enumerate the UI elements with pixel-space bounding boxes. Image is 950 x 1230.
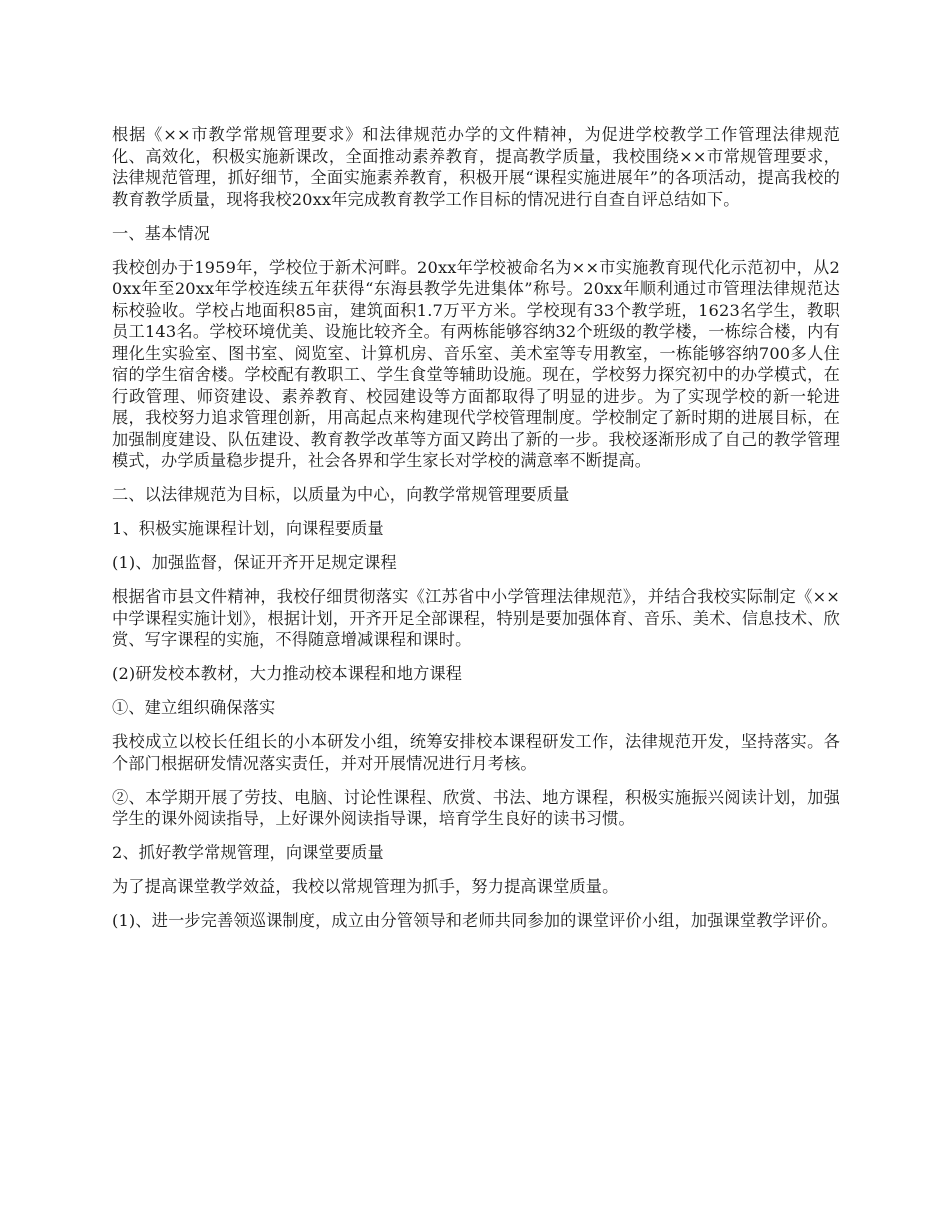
- intro-paragraph: 根据《××市教学常规管理要求》和法律规范办学的文件精神，为促进学校教学工作管理法律规范化、高效化，积极实施新课改，全面推动素养教育，提高教学质量，我校围绕××市常规管理要求，法律规范管理，抓好细节，全面实施素养教育，积极开展“课程实施进展年”的各项活动，提高我校的教育教学质量，现将我校20xx年完成教育教学工作目标的情况进行自查自评总结如下。: [112, 125, 840, 209]
- document-page: [112, 124, 840, 944]
- section-heading-quality: 二、以法律规范为目标，以质量为中心，向教学常规管理要质量: [112, 485, 570, 504]
- reading-paragraph: ②、本学期开展了劳技、电脑、讨论性课程、欣赏、书法、地方课程，积极实施振兴阅读计划，加强学生的课外阅读指导，上好课外阅读指导课，培育学生良好的读书习惯。: [112, 787, 840, 828]
- subheading-classroom: 2、抓好教学常规管理，向课堂要质量: [112, 843, 384, 862]
- section-heading-basic-info: 一、基本情况: [112, 223, 211, 243]
- subheading-curriculum: 1、积极实施课程计划，向课程要质量: [112, 519, 384, 538]
- basic-info-paragraph: 我校创办于1959年，学校位于新术河畔。20xx年学校被命名为××市实施教育现代化示范初中，从20xx年至20xx年学校连续五年获得“东海县教学先进集体”称号。20xx年顺利通过市管理法律规范达标校验收。学校占地面积85亩，建筑面积1.7万平方米。学校现有33个教学班，1623名学生，教职员工143名。学校环境优美、设施比较齐全。有两栋能够容纳32个班级的教学楼，一栋综合楼，内有理化生实验室、图书室、阅览室、计算机房、音乐室、美术室等专用教室，一栋能够容纳700多人住宿的学生宿舍楼。学校配有教职工、学生食堂等辅助设施。现在，学校努力探究初中的办学模式，在行政管理、师资建设、素养教育、校园建设等方面都取得了明显的进步。为了实现学校的新一轮进展，我校努力追求管理创新，用高起点来构建现代学校管理制度。学校制定了新时期的进展目标，在加强制度建设、队伍建设、教育教学改革等方面又跨出了新的一步。我校逐渐形成了自己的教学管理模式，办学质量稳步提升，社会各界和学生家长对学校的满意率不断提高。: [112, 257, 840, 470]
- classroom-paragraph: 为了提高课堂教学效益，我校以常规管理为抓手，努力提高课堂质量。: [112, 877, 619, 896]
- patrol-paragraph: (1)、进一步完善领巡课制度，成立由分管领导和老师共同参加的课堂评价小组，加强课堂教学评价。: [112, 911, 838, 930]
- supervision-paragraph: 根据省市县文件精神，我校仔细贯彻落实《江苏省中小学管理法律规范》，并结合我校实际制定《××中学课程实施计划》，根据计划，开齐开足全部课程，特别是要加强体育、音乐、美术、信息技术、欣赏、写字课程的实施，不得随意增减课程和课时。: [112, 587, 840, 649]
- item-supervision: (1)、加强监督，保证开齐开足规定课程: [112, 553, 397, 572]
- item-organization: ①、建立组织确保落实: [112, 698, 276, 717]
- organization-paragraph: 我校成立以校长任组长的小本研发小组，统筹安排校本课程研发工作，法律规范开发，坚持落实。各个部门根据研发情况落实责任，并对开展情况进行月考核。: [112, 732, 840, 773]
- item-school-textbooks: (2)研发校本教材，大力推动校本课程和地方课程: [112, 664, 463, 683]
